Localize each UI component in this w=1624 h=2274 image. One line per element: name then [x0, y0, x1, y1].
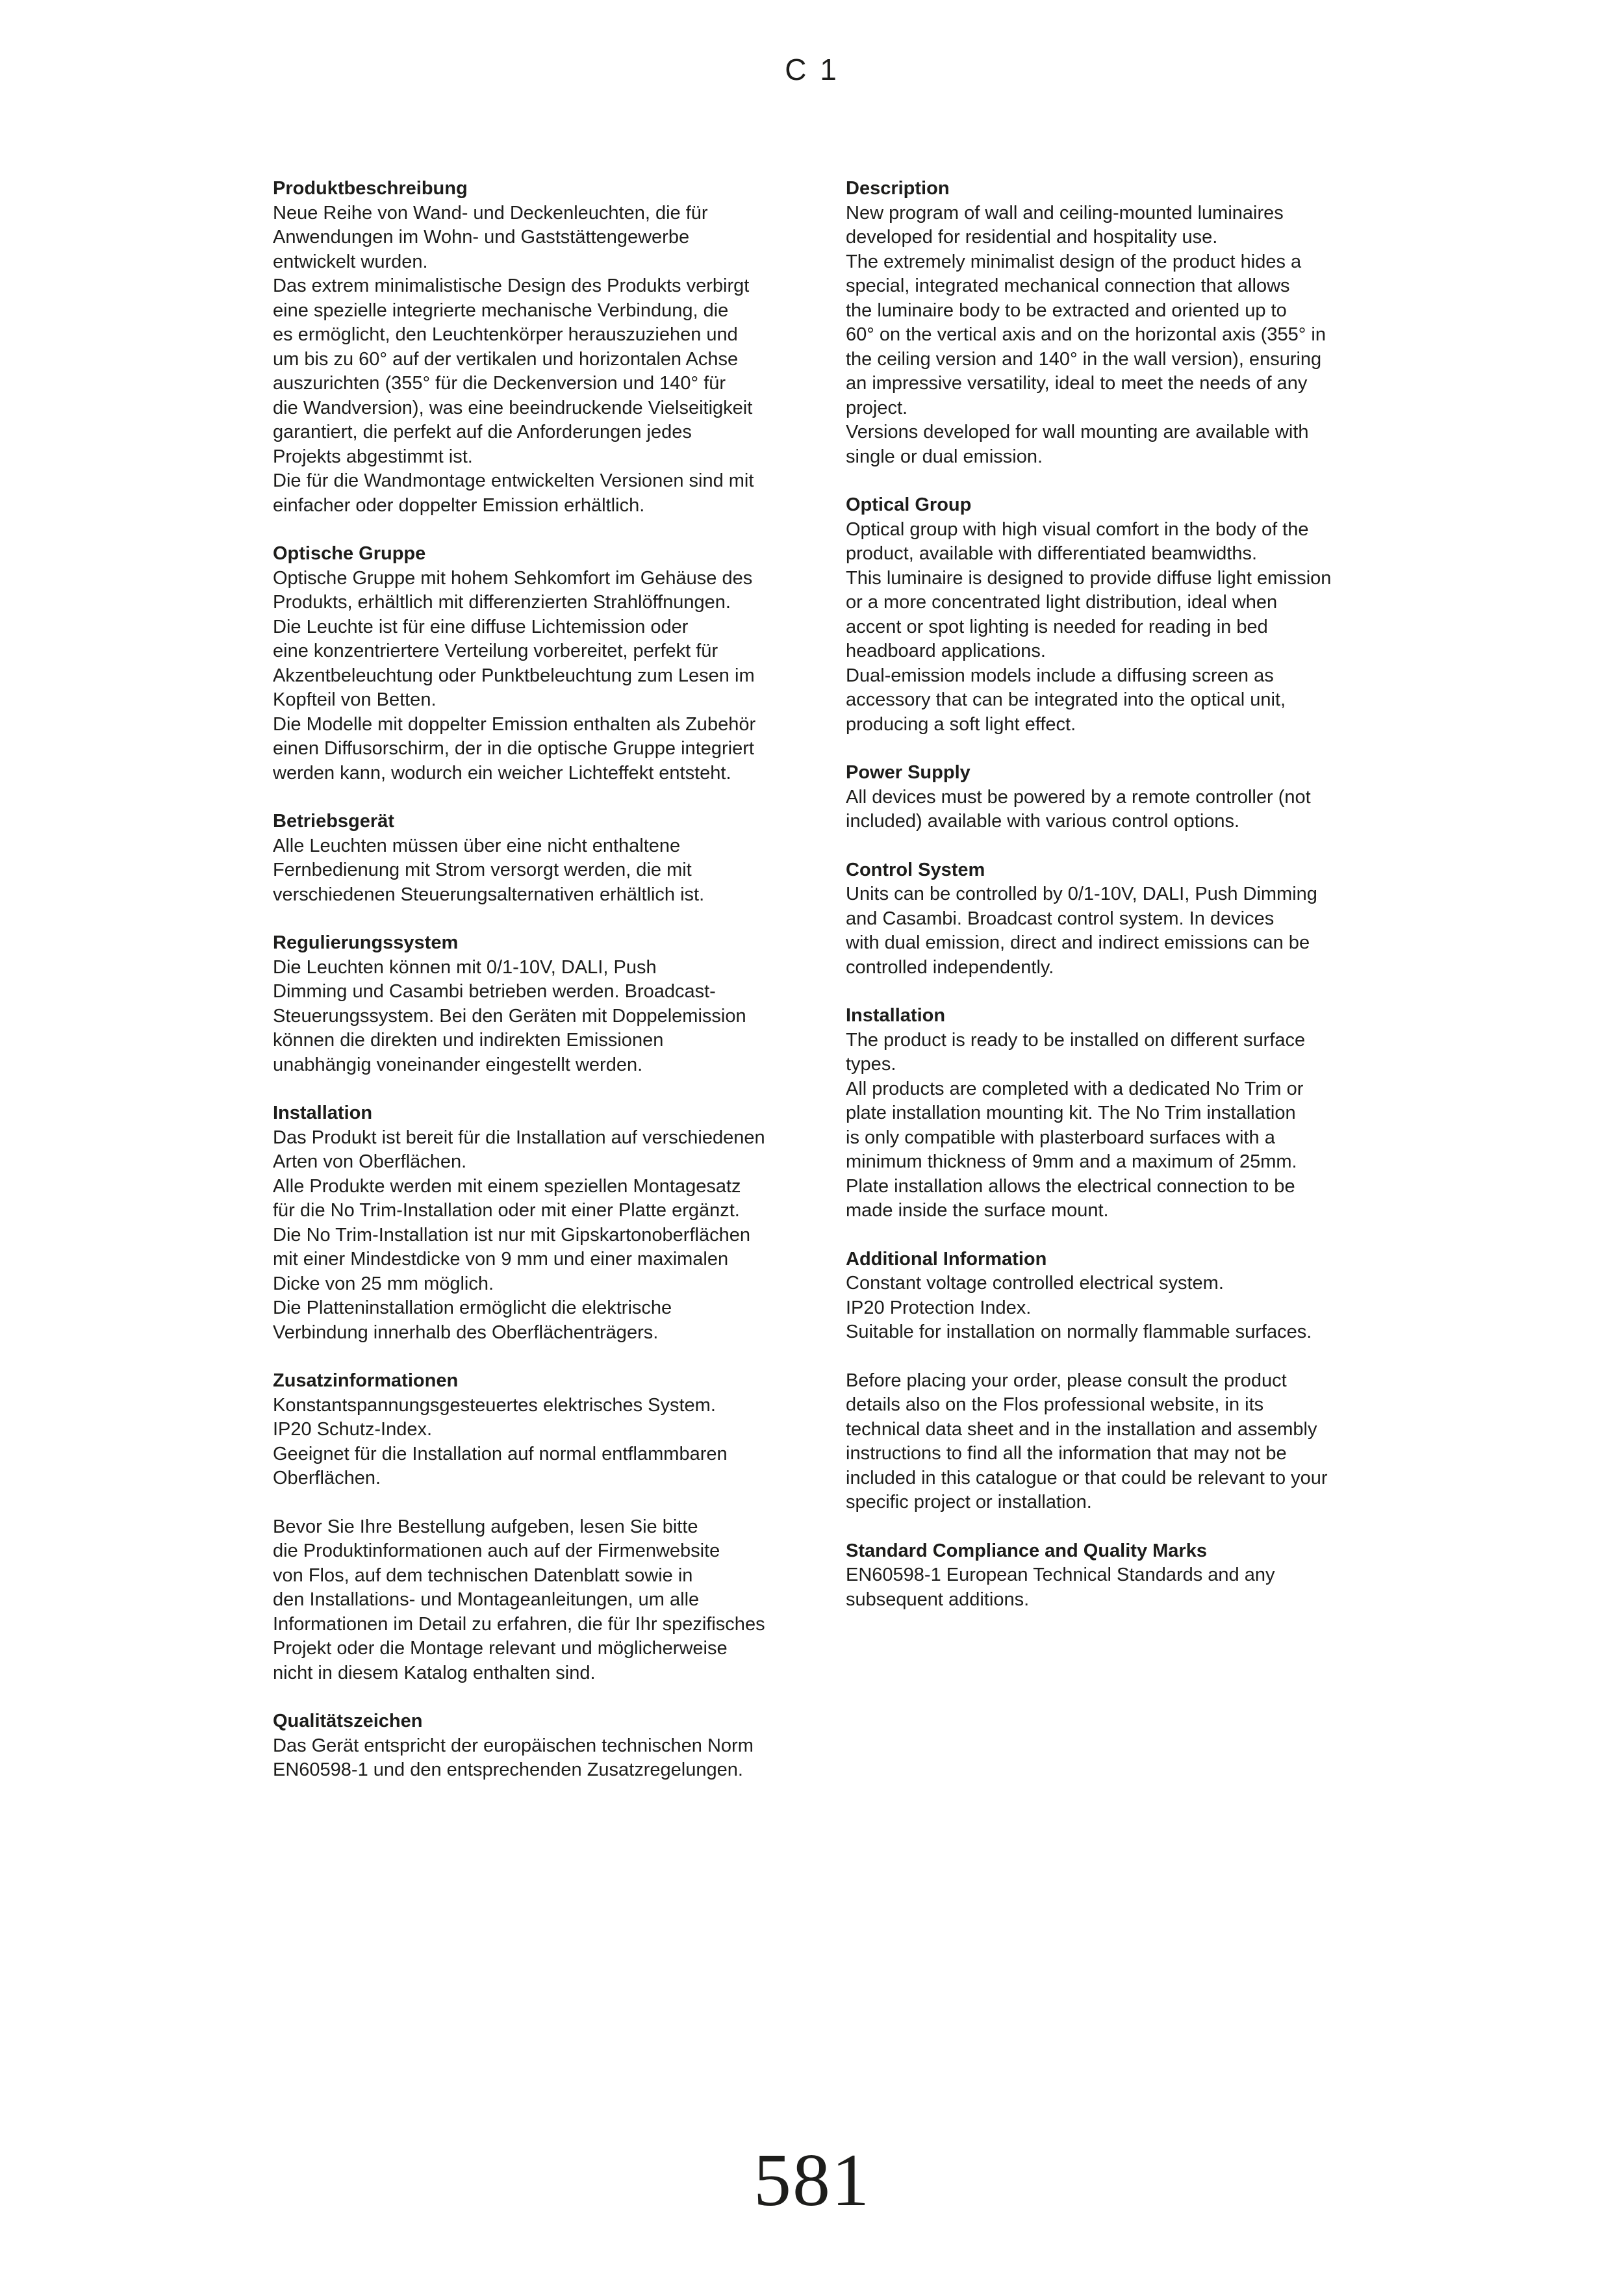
en-power-supply-text: All devices must be powered by a remote controller (not included) available with various control options.: [846, 786, 1311, 832]
de-quality-marks-text: Das Gerät entspricht der europäischen technischen Norm EN60598-1 und den entsprechenden Zusatzregelungen.: [273, 1735, 754, 1780]
de-additional-information-text: Konstantspannungsgesteuertes elektrisches System. IP20 Schutz-Index. Geeignet für die Installation auf normal entflammbaren Oberflächen.: [273, 1394, 728, 1488]
en-power-supply-title: Power Supply: [846, 762, 971, 783]
de-order-note-text: Bevor Sie Ihre Bestellung aufgeben, lesen Sie bitte die Produktinformationen auch auf der Firmenwebsite von Flos, auf dem technischen Datenblatt sowie in den Installations- und Montageanleitungen, um alle Informationen im Detail zu erfahren, die für Ihr spezifisches Projekt oder die Montage relevant und möglicherweise nicht in diesem Katalog enthalten sind.: [273, 1516, 765, 1683]
de-optical-group-section: [273, 542, 812, 786]
en-description-section: [846, 177, 1385, 469]
de-additional-information-section: [273, 1369, 812, 1491]
de-control-system-title: Regulierungssystem: [273, 932, 459, 953]
page-section-code: C 1: [785, 53, 839, 86]
en-quality-marks-text: EN60598-1 European Technical Standards and any subsequent additions.: [846, 1565, 1275, 1610]
de-power-supply-text: Alle Leuchten müssen über eine nicht enthaltene Fernbedienung mit Strom versorgt werden, die mit verschiedenen Steuerungsalternativen erhältlich ist.: [273, 835, 705, 905]
de-product-description-section: [273, 177, 812, 518]
de-optical-group-text: Optische Gruppe mit hohem Sehkomfort im Gehäuse des Produkts, erhältlich mit differenzierten Strahlöffnungen. Die Leuchte ist für eine diffuse Lichtemission oder eine konzentriertere Verteilung vorbereitet, perfekt für Akzentbeleuchtung oder Punktbeleuchtung zum Lesen im Kopfteil von Betten. Die Modelle mit doppelter Emission enthalten als Zubehör einen Diffusorschirm, der in die optische Gruppe integriert werden kann, wodurch ein weicher Lichteffekt entsteht.: [273, 567, 756, 784]
en-installation-section: [846, 1004, 1385, 1223]
page-number: 581: [754, 2139, 870, 2222]
de-quality-marks-title: Qualitätszeichen: [273, 1711, 423, 1731]
en-installation-title: Installation: [846, 1005, 946, 1026]
en-control-system-text: Units can be controlled by 0/1-10V, DALI, Push Dimming and Casambi. Broadcast control system. In devices with dual emission, direct and indirect emissions can be controlled independently.: [846, 884, 1317, 978]
english-column: [846, 177, 1385, 1636]
en-optical-group-section: [846, 493, 1385, 737]
en-description-text: New program of wall and ceiling-mounted luminaires developed for residential and hospitality use. The extremely minimalist design of the product hides a special, integrated mechanical connection that allows the luminaire body to be extracted and oriented up to 60° on the vertical axis and on the horizontal axis (355° in the ceiling version and 140° in the wall version), ensuring an impressive versatility, ideal to meet the needs of any project. Versions developed for wall mounting are available with single or dual emission.: [846, 202, 1326, 467]
de-installation-text: Das Produkt ist bereit für die Installation auf verschiedenen Arten von Oberflächen. Alle Produkte werden mit einem speziellen Montagesatz für die No Trim-Installation oder mit einer Platte ergänzt. Die No Trim-Installation ist nur mit Gipskartonoberflächen mit einer Mindestdicke von 9 mm und einer maximalen Dicke von 25 mm möglich. Die Platteninstallation ermöglicht die elektrische Verbindung innerhalb des Oberflächenträgers.: [273, 1127, 765, 1343]
de-quality-marks-section: [273, 1709, 812, 1783]
en-optical-group-title: Optical Group: [846, 494, 972, 515]
de-product-description-title: Produktbeschreibung: [273, 178, 468, 199]
de-order-note-section: [273, 1515, 812, 1686]
de-installation-section: [273, 1101, 812, 1345]
en-additional-information-section: [846, 1247, 1385, 1345]
en-additional-information-text: Constant voltage controlled electrical system. IP20 Protection Index. Suitable for installation on normally flammable surfaces.: [846, 1273, 1312, 1342]
en-optical-group-text: Optical group with high visual comfort in the body of the product, available with differentiated beamwidths. This luminaire is designed to provide diffuse light emission or a more concentrated light distribution, ideal when accent or spot lighting is needed for reading in bed headboard applications. Dual-emission models include a diffusing screen as accessory that can be integrated into the optical unit, producing a soft light effect.: [846, 518, 1332, 735]
de-additional-information-title: Zusatzinformationen: [273, 1370, 459, 1391]
en-power-supply-section: [846, 761, 1385, 834]
de-power-supply-section: [273, 810, 812, 907]
de-control-system-text: Die Leuchten können mit 0/1-10V, DALI, Push Dimming und Casambi betrieben werden. Broadcast- Steuerungssystem. Bei den Geräten mit Doppelemission können die direkten und indirekten Emissionen unabhängig voneinander eingestellt werden.: [273, 956, 746, 1075]
en-control-system-section: [846, 858, 1385, 980]
en-quality-marks-section: [846, 1539, 1385, 1613]
german-column: [273, 177, 812, 1807]
de-product-description-text: Neue Reihe von Wand- und Deckenleuchten, die für Anwendungen im Wohn- und Gaststättengewerbe entwickelt wurden. Das extrem minimalistische Design des Produkts verbirgt eine spezielle integrierte mechanische Verbindung, die es ermöglicht, den Leuchtenkörper herauszuziehen und um bis zu 60° auf der vertikalen und horizontalen Achse auszurichten (355° für die Deckenversion und 140° für die Wandversion), was eine beeindruckende Vielseitigkeit garantiert, die perfekt auf die Anforderungen jedes Projekts abgestimmt ist. Die für die Wandmontage entwickelten Versionen sind mit einfacher oder doppelter Emission erhältlich.: [273, 202, 754, 516]
de-optical-group-title: Optische Gruppe: [273, 543, 426, 564]
en-quality-marks-title: Standard Compliance and Quality Marks: [846, 1540, 1207, 1561]
de-installation-title: Installation: [273, 1103, 373, 1123]
en-additional-information-title: Additional Information: [846, 1248, 1047, 1270]
de-power-supply-title: Betriebsgerät: [273, 811, 394, 832]
en-description-title: Description: [846, 178, 950, 199]
en-installation-text: The product is ready to be installed on different surface types. All products are completed with a dedicated No Trim or plate installation mounting kit. The No Trim installation is only compatible with plasterboard surfaces with a minimum thickness of 9mm and a maximum of 25mm. Plate installation allows the electrical connection to be made inside the surface mount.: [846, 1029, 1306, 1221]
en-control-system-title: Control System: [846, 859, 985, 880]
de-control-system-section: [273, 931, 812, 1077]
en-order-note-text: Before placing your order, please consult the product details also on the Flos professional website, in its technical data sheet and in the installation and assembly instructions to find all the information that may not be included in this catalogue or that could be relevant to your specific project or installation.: [846, 1370, 1328, 1513]
en-order-note-section: [846, 1369, 1385, 1515]
